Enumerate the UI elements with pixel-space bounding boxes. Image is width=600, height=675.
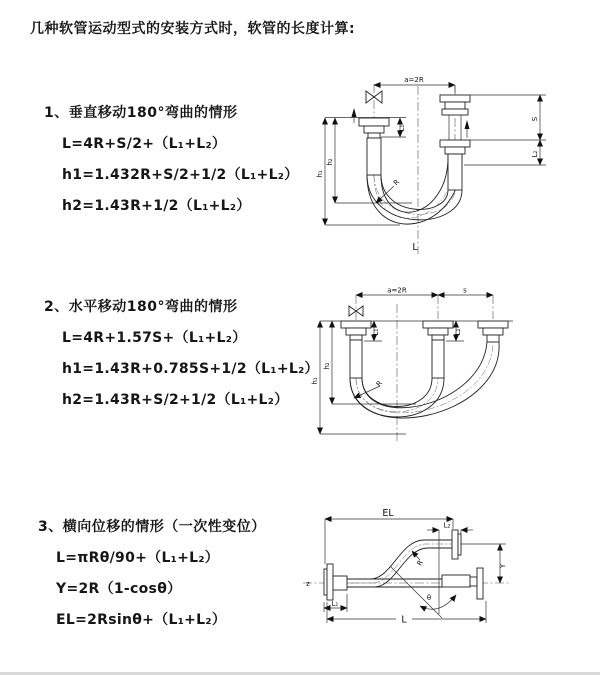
section-2 <box>44 292 319 416</box>
page-title: 几种软管运动型式的安装方式时，软管的长度计算: <box>30 21 356 37</box>
formula-line: Y=2R（1-cosθ） <box>56 581 182 597</box>
formula-line: h1=1.432R+S/2+1/2（L₁+L₂） <box>62 167 299 183</box>
dim-label-a2r: a=2R <box>404 76 424 84</box>
dimension-labels <box>306 508 507 626</box>
section-3 <box>38 512 266 636</box>
dim-label-h1: h₁ <box>311 377 319 385</box>
formula-line: h2=1.43R+1/2（L₁+L₂） <box>62 198 251 214</box>
formula-line: L=πRθ/90+（L₁+L₂） <box>56 550 220 566</box>
section-3-heading: 3、横向位移的情形（一次性变位） <box>38 519 266 535</box>
dim-label-s: S <box>531 116 539 122</box>
pipe-fittings <box>341 306 508 378</box>
diagram-vertical-180-bend <box>312 70 574 258</box>
dim-label-y: Y <box>499 563 507 569</box>
dim-label-l2: L₂ <box>531 150 539 158</box>
dim-label-r: R <box>392 178 402 188</box>
dim-label-l: L <box>412 242 418 253</box>
dim-label-r: R <box>374 379 385 389</box>
dim-label-l1: L₁ <box>372 328 380 336</box>
dimension-lines <box>325 85 546 225</box>
formula-line: L=4R+S/2+（L₁+L₂） <box>62 136 227 152</box>
dim-label-h2: h₂ <box>323 362 331 370</box>
pipe-fittings <box>324 530 483 600</box>
section-1 <box>44 98 299 222</box>
dim-label-h2: h₂ <box>326 158 334 166</box>
diagram-horizontal-180-bend <box>308 286 584 448</box>
dim-label-theta: θ <box>426 594 432 602</box>
formula-line: h1=1.43R+0.785S+1/2（L₁+L₂） <box>62 361 319 377</box>
pipe-fittings <box>359 91 470 190</box>
dim-label-r: R <box>415 558 425 568</box>
dim-label-l2: L₂ <box>454 328 462 336</box>
formula-line: EL=2Rsinθ+（L₁+L₂） <box>56 612 227 628</box>
construction-lines <box>390 530 456 618</box>
dim-label-el: EL <box>382 508 394 519</box>
dim-label-l: L <box>401 614 407 626</box>
diagram-lateral-displacement <box>300 506 590 638</box>
dim-label-l1: L₁ <box>331 600 339 608</box>
dimension-labels <box>316 76 539 253</box>
dim-label-h1: h₁ <box>316 170 324 178</box>
dim-label-s: s <box>463 286 467 295</box>
hose-curves <box>350 342 499 418</box>
hose-curves <box>347 540 452 587</box>
section-1-heading: 1、垂直移动180°弯曲的情形 <box>44 105 238 121</box>
centerlines <box>356 295 493 441</box>
dim-label-l1: L₁ <box>398 124 406 132</box>
section-2-heading: 2、水平移动180°弯曲的情形 <box>44 299 238 315</box>
dim-label-l2: L₂ <box>443 521 451 530</box>
centerline-mark: z <box>306 580 310 588</box>
dim-label-a2r: a=2R <box>387 286 407 295</box>
formula-line: L=4R+1.57S+（L₁+L₂） <box>62 330 247 346</box>
formula-line: h2=1.43R+S/2+1/2（L₁+L₂） <box>62 392 289 408</box>
